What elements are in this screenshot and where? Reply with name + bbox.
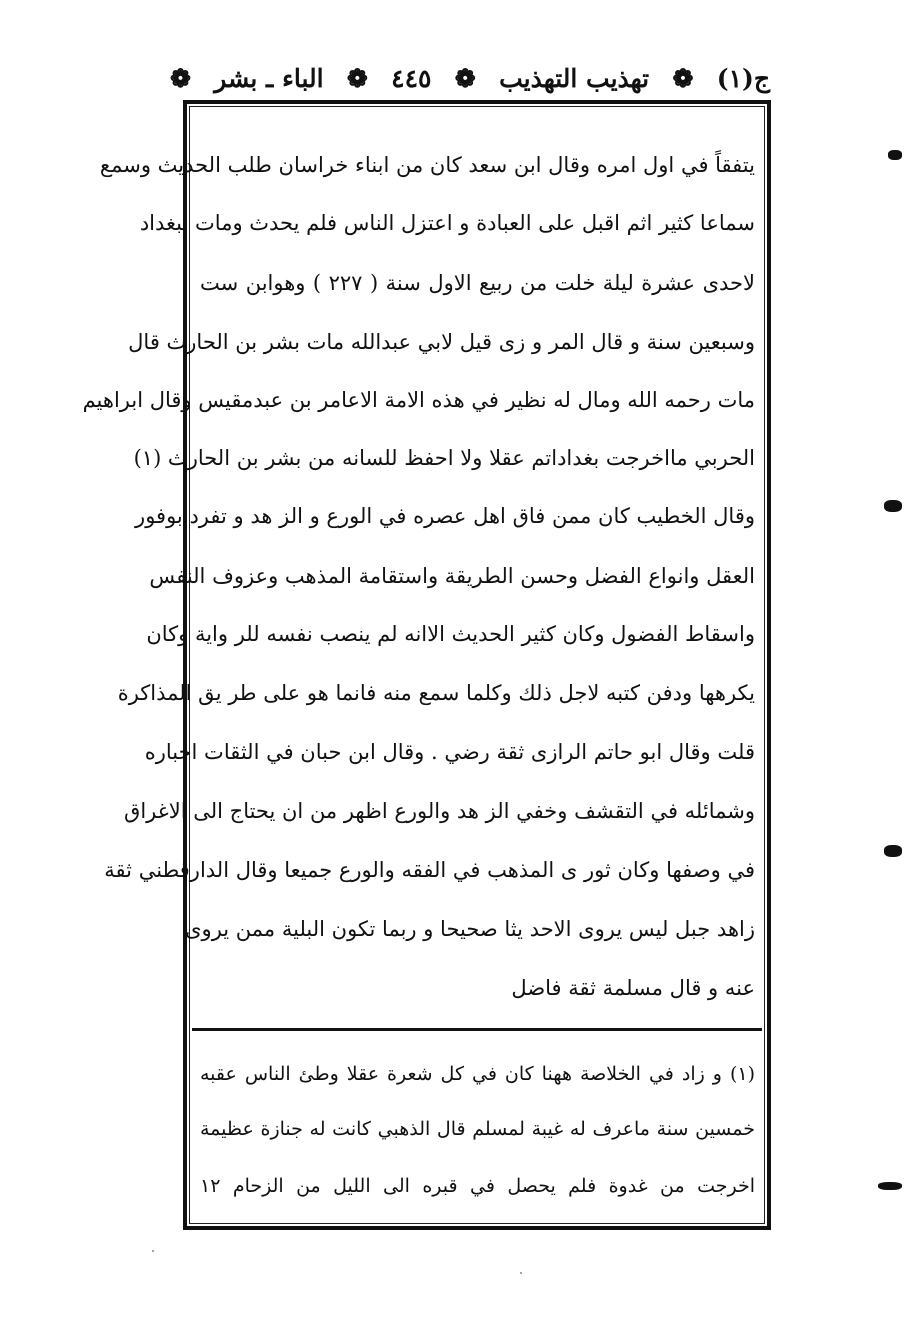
footnote-line: خمسين سنة ماعرف له غيبة لمسلم قال الذهبي كانت له جنازة عظيمة bbox=[200, 1118, 755, 1140]
header-page-number: ٤٤٥ bbox=[391, 63, 432, 93]
body-line: زاهد جبل ليس يروى الاحد يثا صحيحا و ربما تكون البلية ممن يروى bbox=[185, 917, 755, 941]
body-line: وشمائله في التقشف وخفي الز هد والورع اظهر من ان يحتاج الى الاغراق bbox=[124, 799, 755, 823]
header-ornament: ❁ bbox=[672, 63, 694, 93]
header-ornament: ❁ bbox=[346, 63, 368, 93]
body-line: وقال الخطيب كان ممن فاق اهل عصره في الورع و الز هد و تفرد بوفور bbox=[135, 504, 755, 528]
header-volume: ج(١) bbox=[716, 63, 770, 93]
body-line: سماعا كثير اثم اقبل على العبادة و اعتزل الناس فلم يحدث ومات ببغداد bbox=[139, 211, 755, 235]
body-line: مات رحمه الله ومال له نظير في هذه الامة الاعامر بن عبدمقيس وقال ابراهيم bbox=[82, 388, 755, 412]
body-line: العقل وانواع الفضل وحسن الطريقة واستقامة المذهب وعزوف النفس bbox=[149, 564, 755, 588]
body-line: لاحدى عشرة ليلة خلت من ربيع الاول سنة ( ٢٢٧ ) وهوابن ست bbox=[200, 271, 755, 295]
body-line: يتفقاً في اول امره وقال ابن سعد كان من ابناء خراسان طلب الحديث وسمع bbox=[99, 153, 755, 177]
body-line: في وصفها وكان ثور ى المذهب في الفقه والورع جميعا وقال الدارقطني ثقة bbox=[104, 858, 755, 882]
body-line: الحربي مااخرجت بغداداتم عقلا ولا احفظ للسانه من بشر بن الحارث (١) bbox=[133, 446, 755, 470]
header-ornament: ❁ bbox=[454, 63, 476, 93]
header-book-title: تهذيب التهذيب bbox=[499, 63, 650, 93]
body-line: واسقاط الفضول وكان كثير الحديث الاانه لم ينصب نفسه للر واية وكان bbox=[146, 622, 755, 646]
scan-mark bbox=[884, 500, 902, 512]
header-section: الباء ـ بشر bbox=[214, 63, 324, 93]
body-line: عنه و قال مسلمة ثقة فاضل bbox=[511, 976, 755, 1000]
body-line: يكرهها ودفن كتبه لاجل ذلك وكلما سمع منه فانما هو على طر يق المذاكرة bbox=[117, 681, 755, 705]
running-header bbox=[170, 56, 770, 100]
footnote-line: اخرجت من غدوة فلم يحصل في قبره الى الليل من الزحام ١٢ bbox=[200, 1175, 755, 1197]
footnote-line: (١) و زاد في الخلاصة ههنا كان في كل شعرة عقلا وطئ الناس عقبه bbox=[200, 1063, 755, 1085]
body-line: قلت وقال ابو حاتم الرازى ثقة رضي . وقال ابن حبان في الثقات اخباره bbox=[144, 740, 755, 764]
scan-mark bbox=[878, 1182, 902, 1190]
scan-speck bbox=[152, 1250, 154, 1252]
footnote-divider bbox=[192, 1028, 762, 1031]
scan-speck bbox=[520, 1272, 522, 1274]
scan-mark bbox=[884, 845, 902, 857]
header-ornament: ❁ bbox=[170, 63, 191, 93]
scan-mark bbox=[888, 150, 902, 160]
body-line: وسبعين سنة و قال المر و زى قيل لابي عبدالله مات بشر بن الحارث قال bbox=[128, 330, 755, 354]
